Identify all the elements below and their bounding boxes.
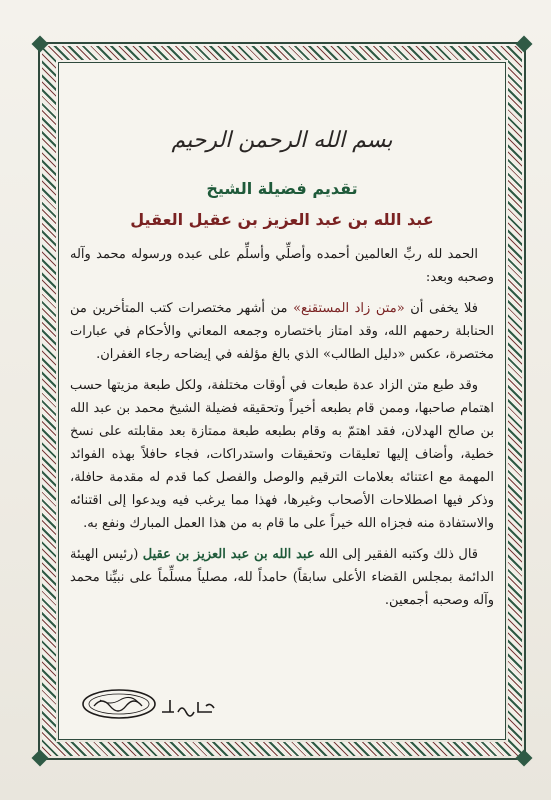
paragraph-intro-part-b: من أشهر مختصرات كتب المتأخرين من الحنابلة رحمهم الله، وقد امتاز باختصاره وجمعه المعاني والأحكام في عبارات مختصرة، عكس «دليل الطالب» الذي بالغ مؤلفه في إيضاحه رجاء الغفران.: [70, 301, 494, 362]
paragraph-closing-part-b: (رئيس الهيئة الدائمة بمجلس القضاء الأعلى سابقاً) حامداً لله، مصلياً مسلِّماً على نبيِّنا محمد وآله وصحبه أجمعين.: [70, 547, 494, 608]
basmala: بسم الله الرحمن الرحيم: [171, 128, 393, 153]
paragraph-opening: الحمد لله ربِّ العالمين أحمده وأصلِّي وأسلِّم على عبده ورسوله محمد وآله وصحبه وبعد:: [70, 247, 494, 285]
paragraph-closing: [70, 543, 494, 612]
paragraph-closing-part-a: قال ذلك وكتبه الفقير إلى الله: [314, 547, 478, 562]
paragraph-intro-part-a: فلا يخفى أن: [404, 301, 478, 316]
paragraph-intro: [70, 297, 494, 366]
signature-icon: [160, 696, 220, 718]
paragraph-editions: وقد طبع متن الزاد عدة طبعات في أوقات مختلفة، ولكل طبعة مزيتها حسب اهتمام صاحبها، وممن قام بطبعه أخيراً وتحقيقه فضيلة الشيخ محمد بن عبد الله بن صالح الهدلان، فقد اهتمّ به وقام بطبعه طبعة ممتازة بعد مقابلته على نسخ خطية، وأضاف إليها تعليقات وتحقيقات واستدراكات، فجاء حافلاً بهذه الفوائد المهمة مع اعتنائه بعلامات الترقيم والوصل والفصل كما قدم له مقدمة حافلة، وذكر فيها اصطلاحات الأصحاب وغيرها، فهذا مما يرغب فيه ويدعوا إلى اقتنائه والاستفادة منه فجزاه الله خيراً على ما قام به من هذا العمل المبارك ونفع به.: [70, 378, 494, 531]
highlight-book-title: «متن زاد المستقنع»: [293, 301, 405, 316]
document-body: [70, 120, 494, 620]
seal-stamp-icon: [80, 688, 158, 720]
highlight-author-name: عبد الله بن عبد العزيز بن عقيل: [142, 547, 315, 562]
heading-line-2: عبد الله بن عبد العزيز بن عقيل العقيل: [130, 210, 434, 229]
heading-line-1: تقديم فضيلة الشيخ: [206, 179, 358, 198]
